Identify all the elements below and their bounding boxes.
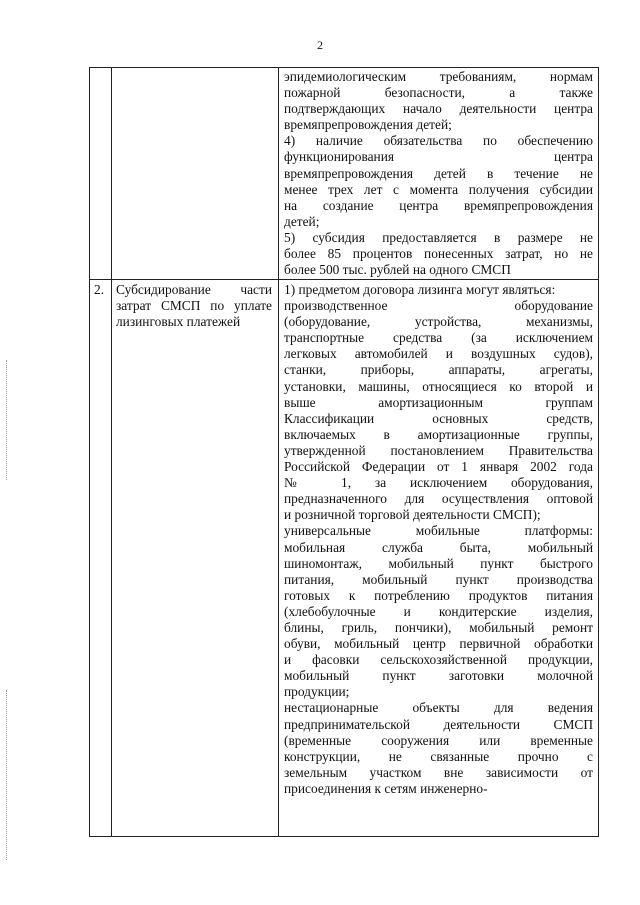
text-line: лизинговых платежей: [116, 314, 241, 330]
text-line: № 1, за исключением оборудования,: [284, 475, 593, 491]
text-line: (временные сооружения или временные: [284, 732, 593, 748]
text-line: транспортные средства (за исключением: [284, 330, 593, 346]
text-line: предназначенного для осуществления оптовой: [284, 491, 593, 507]
text-line: конструкции, не связанные прочно с: [284, 748, 593, 764]
text-line: питания, мобильный пункт производства: [284, 571, 593, 587]
text-line: времяпрепровождения детей в течение не: [284, 165, 593, 181]
text-line: Субсидирование части: [116, 282, 272, 297]
text-line: установки, машины, относящиеся ко второй и: [284, 378, 593, 394]
text-line: эпидемиологическим требованиям, нормам: [284, 69, 593, 84]
table-border-top: [89, 67, 599, 68]
text-line: станки, приборы, аппараты, агрегаты,: [284, 362, 593, 378]
text-line: затрат СМСП по уплате: [116, 298, 272, 314]
table-border-col2: [278, 67, 279, 837]
text-line: земельным участком вне зависимости от: [284, 764, 593, 780]
table-border-col1: [111, 67, 112, 837]
margin-dots-top: [6, 360, 9, 480]
text-line: шиномонтаж, мобильный пункт быстрого: [284, 555, 593, 571]
row2-number: 2.: [94, 282, 105, 297]
table-border-right: [598, 67, 599, 837]
text-line: предпринимательской деятельности СМСП: [284, 716, 593, 732]
text-line: на создание центра времяпрепровождения: [284, 197, 593, 213]
table-border-bottom: [89, 836, 599, 837]
text-line: Российской Федерации от 1 января 2002 года: [284, 459, 593, 475]
text-line: присоединения к сетям инженерно-: [284, 780, 488, 796]
text-line: мобильный пункт заготовки молочной: [284, 668, 593, 684]
text-line: и розничной торговой деятельности СМСП);: [284, 507, 541, 523]
text-line: готовых к потреблению продуктов питания: [284, 587, 593, 603]
row1-conditions-text: [284, 69, 593, 278]
text-line: пожарной безопасности, а также: [284, 85, 593, 101]
text-line: Классификации основных средств,: [284, 410, 593, 426]
row2-support-name: [116, 282, 272, 330]
text-line: включаемых в амортизационные группы,: [284, 426, 593, 442]
text-line: более 500 тыс. рублей на одного СМСП: [284, 262, 511, 278]
text-line: универсальные мобильные платформы:: [284, 523, 593, 539]
text-line: подтверждающих начало деятельности центра: [284, 101, 593, 117]
text-line: 4) наличие обязательства по обеспечению: [284, 133, 593, 149]
text-line: менее трех лет с момента получения субсидии: [284, 181, 593, 197]
text-line: 1) предметом договора лизинга могут являться:: [284, 282, 556, 297]
text-line: производственное оборудование: [284, 298, 593, 314]
text-line: более 85 процентов понесенных затрат, но не: [284, 246, 593, 262]
document-table: [89, 67, 599, 837]
text-line: детей;: [284, 213, 320, 229]
text-line: нестационарные объекты для ведения: [284, 700, 593, 716]
text-line: 5) субсидия предоставляется в размере не: [284, 229, 593, 245]
margin-dots-bottom: [6, 690, 9, 860]
page-number: 2: [317, 38, 323, 52]
text-line: времяпрепровождения детей;: [284, 117, 452, 133]
text-line: (хлебобулочные и кондитерские изделия,: [284, 603, 593, 619]
text-line: блины, гриль, пончики), мобильный ремонт: [284, 619, 593, 635]
text-line: утвержденной постановлением Правительства: [284, 442, 593, 458]
text-line: легковых автомобилей и воздушных судов),: [284, 346, 593, 362]
text-line: обуви, мобильный центр первичной обработки: [284, 636, 593, 652]
text-line: продукции;: [284, 684, 350, 700]
text-line: мобильная служба быта, мобильный: [284, 539, 593, 555]
text-line: (оборудование, устройства, механизмы,: [284, 314, 593, 330]
row2-conditions-text: [284, 282, 593, 797]
text-line: выше амортизационным группам: [284, 394, 593, 410]
text-line: функционирования центра: [284, 149, 593, 165]
table-row-divider: [89, 279, 599, 280]
table-border-left: [89, 67, 90, 837]
text-line: и фасовки сельскохозяйственной продукции,: [284, 652, 593, 668]
